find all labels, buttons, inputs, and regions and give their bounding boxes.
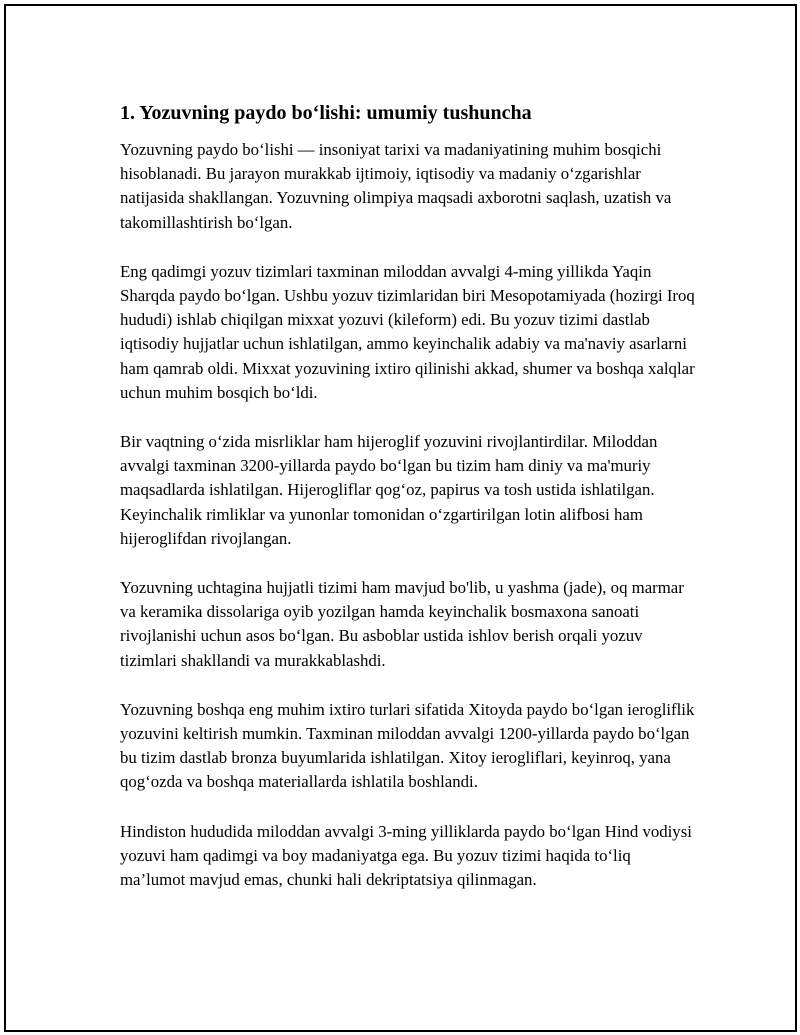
paragraph-1: Yozuvning paydo bo‘lishi — insoniyat tarixi va madaniyatining muhim bosqichi hisoblanadi. Bu jarayon murakkab ijtimoiy, iqtisodiy va madaniy o‘zgarishlar natijasida shakllangan. Yozuvning olimpiya maqsadi axborotni saqlash, uzatish va takomillashtirish bo‘lgan. [120,140,672,232]
paragraph-5: Yozuvning boshqa eng muhim ixtiro turlari sifatida Xitoyda paydo bo‘lgan ierogliflik yozuvini keltirish mumkin. Taxminan miloddan avvalgi 1200-yillarda paydo bo‘lgan bu tizim dastlab bronza buyumlarida ishlatilgan. Xitoy ierogliflari, keyinroq, yana qog‘ozda va boshqa materiallarda ishlatila boshlandi. [120,699,695,792]
paragraph-2: Eng qadimgi yozuv tizimlari taxminan miloddan avvalgi 4-ming yillikda Yaqin Sharqda paydo bo‘lgan. Ushbu yozuv tizimlaridan biri Mesopotamiyada (hozirgi Iroq hududi) ishlab chiqilgan mixxat yozuvi (kileform) edi. Bu yozuv tizimi dastlab iqtisodiy hujjatlar uchun ishlatilgan, ammo keyinchalik adabiy va ma'naviy asarlarni ham qamrab oldi. Mixxat yozuvining ixtiro qilinishi akkad, shumer va boshqa xalqlar uchun muhim bosqich bo‘ldi. [120,261,695,402]
paragraph-3: Bir vaqtning o‘zida misrliklar ham hijeroglif yozuvini rivojlantirdilar. Miloddan avvalgi taxminan 3200-yillarda paydo bo‘lgan bu tizim ham diniy va ma'muriy maqsadlarda ishlatilgan. Hijerogliflar qog‘oz, papirus va tosh ustida ishlatilgan. Keyinchalik rimliklar va yunonlar tomonidan o‘zgartirilgan lotin alifbosi ham hijeroglifdan rivojlangan. [120,432,658,548]
page-border [4,4,797,1032]
paragraph-6: Hindiston hududida miloddan avvalgi 3-ming yilliklarda paydo bo‘lgan Hind vodiysi yozuvi ham qadimgi va boy madaniyatga ega. Bu yozuv tizimi haqida to‘liq ma’lumot mavjud emas, chunki hali dekriptatsiya qilinmagan. [120,821,692,890]
document-body [120,100,700,917]
paragraph-4: Yozuvning uchtagina hujjatli tizimi ham mavjud bo'lib, u yashma (jade), oq marmar va keramika dissolariga oyib yozilgan hamda keyinchalik bosmaxona sanoati rivojlanishi uchun asos bo‘lgan. Bu asboblar ustida ishlov berish orqali yozuv tizimlari shakllandi va murakkablashdi. [120,578,684,670]
section-heading: 1. Yozuvning paydo bo‘lishi: umumiy tushuncha [120,102,532,124]
